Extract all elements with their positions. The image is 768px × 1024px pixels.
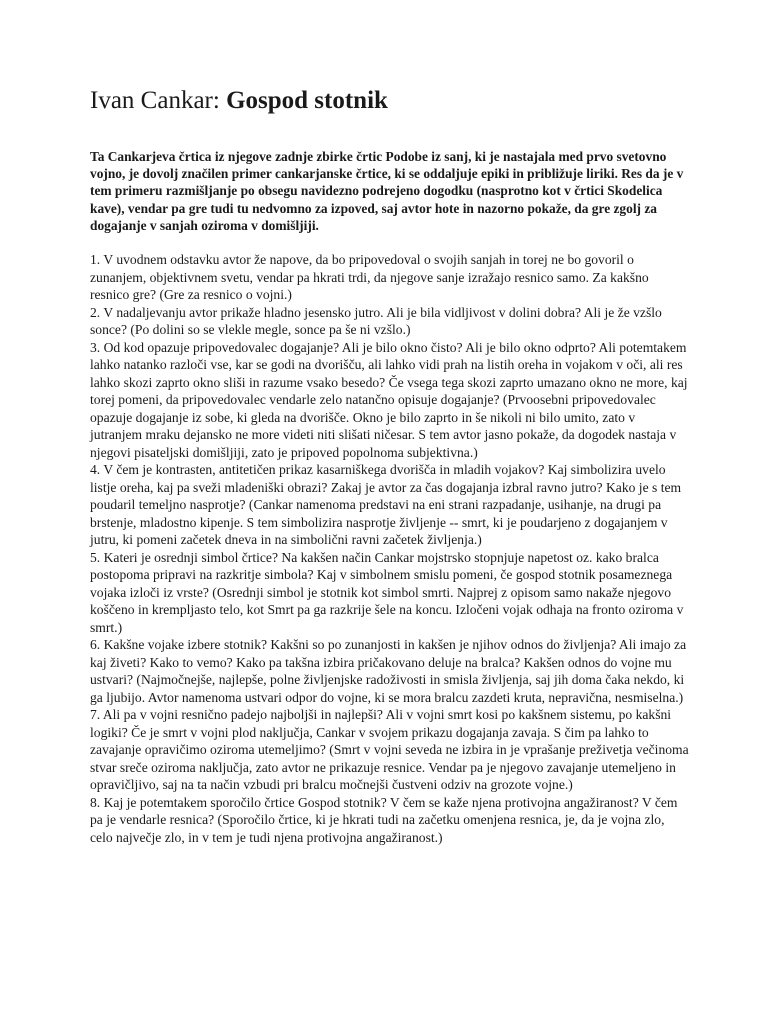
question-item: 8. Kaj je potemtakem sporočilo črtice Gospod stotnik? V čem se kaže njena protivojna angažiranost? V čem pa je vendarle resnica? (Sporočilo črtice, ki je hkrati tudi na začetku omenjena resnica, je, da je vojna zlo, celo največje zlo, in v tem je tudi njena protivojna angažiranost.) [90,794,678,845]
document-title [90,86,690,116]
question-item: 1. V uvodnem odstavku avtor že napove, da bo pripovedoval o svojih sanjah in torej ne bo govoril o zunanjem, objektivnem svetu, vendar pa hkrati trdi, da njegove sanje izražajo resnico samo. Za kakšno resnico gre? (Gre za resnico o vojni.) [90,252,649,303]
question-item: 4. V čem je kontrasten, antitetičen prikaz kasarniškega dvorišča in mladih vojakov? Kaj simbolizira uvelo listje oreha, kaj pa sveži mladeniški obrazi? Zakaj je avtor za čas dogajanja izbral ravno jutro? Kako je s tem poudaril temeljno nasprotje? (Cankar namenoma predstavi na eni strani razpadanje, usihanje, na drugi pa brstenje, mladostno kipenje. S tem simbolizira nasprotje življenje -- smrt, ki je poudarjeno z dogajanjem v jutru, ki pomeni začetek dneva in na simbolični ravni začetek življenja.) [90,462,682,548]
document-page [90,86,690,846]
title-author: Ivan Cankar: [90,87,227,114]
question-item: 6. Kakšne vojake izbere stotnik? Kakšni so po zunanjosti in kakšen je njihov odnos do življenja? Ali imajo za kaj živeti? Kako to vemo? Kako pa takšna izbira pričakovano deluje na bralca? Kakšen odnos do vojne mu ustvari? (Najmočnejše, najlepše, polne življenjske radoživosti in smisla življenja, saj jih doma čaka nekdo, ki ga ljubijo. Avtor namenoma ustvari odpor do vojne, ki se mora bralcu zazdeti kruta, nepravična, nesmiselna.) [90,637,687,705]
question-item: 5. Kateri je osrednji simbol črtice? Na kakšen način Cankar mojstrsko stopnjuje napetost oz. kako bralca postopoma pripravi na razkritje simbola? Kaj v simbolnem smislu pomeni, če gospod stotnik posameznega vojaka izloči iz vrste? (Osrednji simbol je stotnik kot simbol smrti. Najprej z opisom samo nakaže njegovo koščeno in krempljasto telo, kot Smrt pa ga razkrije šele na koncu. Izločeni vojak odhaja na fronto oziroma v smrt.) [90,549,684,635]
question-item: 2. V nadaljevanju avtor prikaže hladno jesensko jutro. Ali je bila vidljivost v dolini dobra? Ali je že vzšlo sonce? (Po dolini so se vlekle megle, sonce pa še ni vzšlo.) [90,304,662,338]
question-item: 7. Ali pa v vojni resnično padejo najboljši in najlepši? Ali v vojni smrt kosi po kakšnem sistemu, po kakšni logiki? Če je smrt v vojni plod naključja, Cankar v svojem prikazu dogajanja zavaja. S čim pa lahko to zavajanje opravičimo oziroma utemeljimo? (Smrt v vojni seveda ne izbira in je vprašanje preživetja večinoma stvar sreče oziroma naključja, zato avtor ne prikazuje resnice. Vendar pa je njegovo zavajanje utemeljeno in opravičljivo, saj na ta način vzbudi pri bralcu močnejši čustveni odziv na grozote vojne.) [90,707,689,793]
question-item: 3. Od kod opazuje pripovedovalec dogajanje? Ali je bilo okno čisto? Ali je bilo okno odprto? Ali potemtakem lahko natanko razloči vse, kar se godi na dvorišču, ali lahko vidi prah na listih oreha in vojakom v oči, ali res lahko skozi zaprto okno sliši in razume vsako besedo? Če vsega tega skozi zaprto umazano okno ne more, kaj torej pomeni, da pripovedovalec vendarle zelo natančno opisuje dogajanje? (Prvoosebni pripovedovalec opazuje dogajanje iz sobe, ki gleda na dvorišče. Okno je bilo zaprto in še nikoli ni bilo umito, zato v jutranjem mraku dejansko ne more videti niti slišati ničesar. S tem avtor jasno pokaže, da dogodek nastaja v njegovi pisateljski domišljiji, zato je pripoved popolnoma subjektivna.) [90,339,688,460]
title-work: Gospod stotnik [226,87,388,114]
intro-paragraph: Ta Cankarjeva črtica iz njegove zadnje zbirke črtic Podobe iz sanj, ki je nastajala med prvo svetovno vojno, je dovolj značilen primer cankarjanske črtice, ki se oddaljuje epiki in približuje liriki. Res da je v tem primeru razmišljanje po obsegu navidezno podrejeno dogodku (nasprotno kot v črtici Skodelica kave), vendar pa gre tudi tu nedvomno za izpoved, saj avtor hote in nazorno pokaže, da gre zgolj za dogajanje v sanjah oziroma v domišljiji. [90,149,684,233]
question-list [90,251,690,846]
